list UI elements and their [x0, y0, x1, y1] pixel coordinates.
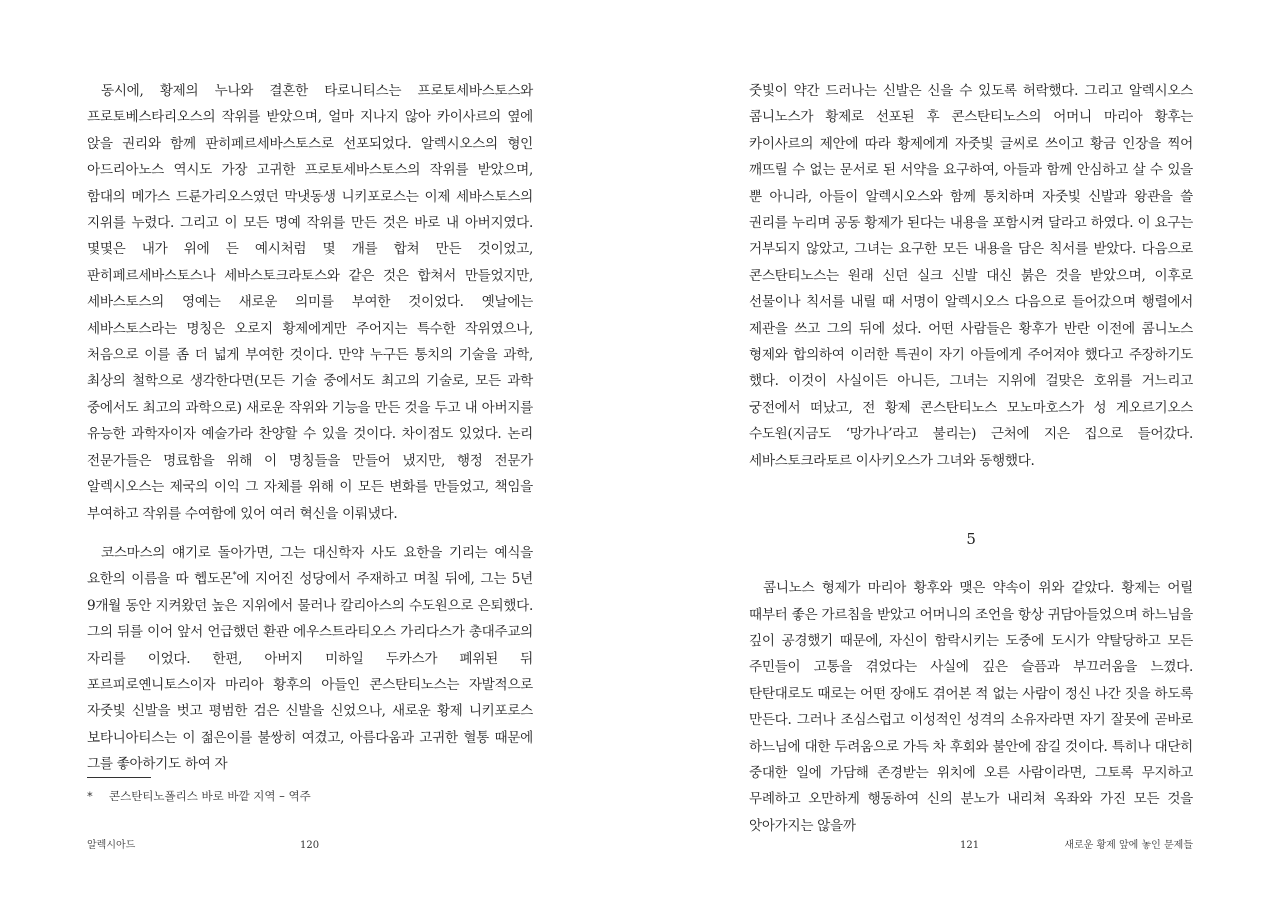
left-running-title: 알렉시아드	[87, 840, 136, 851]
right-paragraph-1: 콤니노스 형제가 마리아 황후와 맺은 약속이 위와 같았다. 황제는 어릴 때부터 좋은 가르침을 받았고 어머니의 조언을 항상 귀담아들었으며 하느님을 깊이 공경했기 때문에, 자신이 함락시키는 도중에 도시가 약탈당하고 모든 주민들이 고통을 겪었다는 사실에 깊은 슬픔과 부끄러움을 느꼈다. 탄탄대로도 때로는 어떤 장애도 겪어본 적 없는 사람이 정신 나간 짓을 하도록 만든다. 그러나 조심스럽고 이성적인 성격의 소유자라면 자기 잘못에 곧바로 하느님에 대한 두려움으로 가득 차 후회와 불안에 잠길 것이다. 특히나 대단히 중대한 일에 가담해 존경받는 위치에 오른 사람이라면, 그토록 무지하고 무례하고 오만하게 행동하여 신의 분노가 내리쳐 옥좌와 가진 모든 것을 앗아가지는 않을까	[749, 580, 1193, 834]
right-body-text	[749, 78, 1193, 852]
footnote-reference[interactable]: *	[232, 570, 237, 580]
left-paragraph-2-start: 코스마스의 얘기로 돌아가면, 그는 대신학자 사도 요한을 기리는 예식을 요한의 이름을 따 헵도몬	[87, 544, 533, 588]
left-paragraph-1: 동시에, 황제의 누나와 결혼한 타로니티스는 프로토세바스토스와 프로토베스타리오스의 작위를 받았으며, 얼마 지나지 않아 카이사르의 옆에 앉을 권리와 함께 판히페르세바스토스로 선포되었다. 알렉시오스의 형인 아드리아노스 역시도 가장 고귀한 프로토세바스토스의 작위를 받았으며, 함대의 메가스 드룬가리오스였던 막냇동생 니키포로스는 이제 세바스토스의 지위를 누렸다. 그리고 이 모든 명예 작위를 만든 것은 바로 내 아버지였다. 몇몇은 내가 위에 든 예시처럼 몇 개를 합쳐 만든 것이었고, 판히페르세바스토스나 세바스토크라토스와 같은 것은 합쳐서 만들었지만, 세바스토스의 영예는 새로운 의미를 부여한 것이었다. 옛날에는 세바스토스라는 명칭은 오로지 황제에게만 주어지는 특수한 작위였으나, 처음으로 이를 좀 더 넓게 부여한 것이다. 만약 누구든 통치의 기술을 과학, 최상의 철학으로 생각한다면(모든 기술 중에서도 최고의 기술로, 모든 과학 중에서도 최고의 과학으로) 새로운 작위와 기능을 만든 것을 두고 내 아버지를 유능한 과학자이자 예술가라 찬양할 수 있을 것이다. 차이점도 있었다. 논리 전문가들은 명료함을 위해 이 명칭들을 만들어 냈지만, 행정 전문가 알렉시오스는 제국의 이익 그 자체를 위해 이 모든 변화를 만들었고, 책임을 부여하고 작위를 수여함에 있어 여러 혁신을 이뤄냈다.	[87, 83, 533, 522]
left-page-number: 120	[300, 840, 320, 851]
right-page	[640, 0, 1280, 908]
section-number: 5	[966, 530, 976, 549]
left-body-text	[87, 78, 533, 791]
right-continuation-paragraph: 줏빛이 약간 드러나는 신발은 신을 수 있도록 허락했다. 그리고 알렉시오스 콤니노스가 황제로 선포된 후 콘스탄티노스의 어머니 마리아 황후는 카이사르의 제안에 따라 황제에게 자줏빛 글씨로 쓰이고 황금 인장을 찍어 깨뜨릴 수 없는 문서로 된 서약을 요구하여, 아들과 함께 안심하고 살 수 있을 뿐 아니라, 아들이 알렉시오스와 함께 통치하며 자줏빛 신발과 왕관을 쓸 권리를 누리며 공동 황제가 된다는 내용을 포함시켜 달라고 하였다. 이 요구는 거부되지 않았고, 그녀는 요구한 모든 내용을 담은 칙서를 받았다. 다음으로 콘스탄티노스는 원래 신던 실크 신발 대신 붉은 것을 받았으며, 이후로 선물이나 칙서를 내릴 때 서명이 알렉시오스 다음으로 들어갔으며 행렬에서 제관을 쓰고 그의 뒤에 섰다. 어떤 사람들은 황후가 반란 이전에 콤니노스 형제와 합의하여 이러한 특권이 자기 아들에게 주어져야 했다고 주장하기도 했다. 이것이 사실이든 아니든, 그녀는 지위에 걸맞은 호위를 거느리고 궁전에서 떠났고, 전 황제 콘스탄티노스 모노마호스가 성 게오르기오스 수도원(지금도 ‘망가나’라고 불리는) 근처에 지은 집으로 들어갔다. 세바스토크라토르 이사키오스가 그녀와 동행했다.	[749, 83, 1193, 469]
footnote-mark: *	[87, 789, 93, 803]
footnote	[87, 787, 533, 805]
right-running-title: 새로운 황제 앞에 놓인 문제들	[1064, 840, 1193, 851]
footnote-divider	[87, 777, 151, 778]
right-page-number: 121	[960, 840, 980, 851]
left-paragraph-2-rest: 에 지어진 성당에서 주재하고 며칠 뒤에, 그는 5년 9개월 동안 지켜왔던 높은 지위에서 물러나 칼리아스의 수도원으로 은퇴했다. 그의 뒤를 이어 앞서 언급했던 환관 에우스트라티오스 가리다스가 총대주교의 자리를 이었다. 한편, 아버지 미하일 두카스가 폐위된 뒤 포르피로옌니토스이자 마리아 황후의 아들인 콘스탄티노스는 자발적으로 자줏빛 신발을 벗고 평범한 검은 신발을 신었으나, 새로운 황제 니키포로스 보타니아티스는 이 젊은이를 불쌍히 여겼고, 아름다움과 고귀한 혈통 때문에 그를 좋아하기도 하여 자	[87, 571, 533, 773]
left-paragraph-2	[87, 540, 533, 778]
footnote-text: 콘스탄티노폴리스 바로 바깥 지역 – 역주	[109, 789, 311, 803]
